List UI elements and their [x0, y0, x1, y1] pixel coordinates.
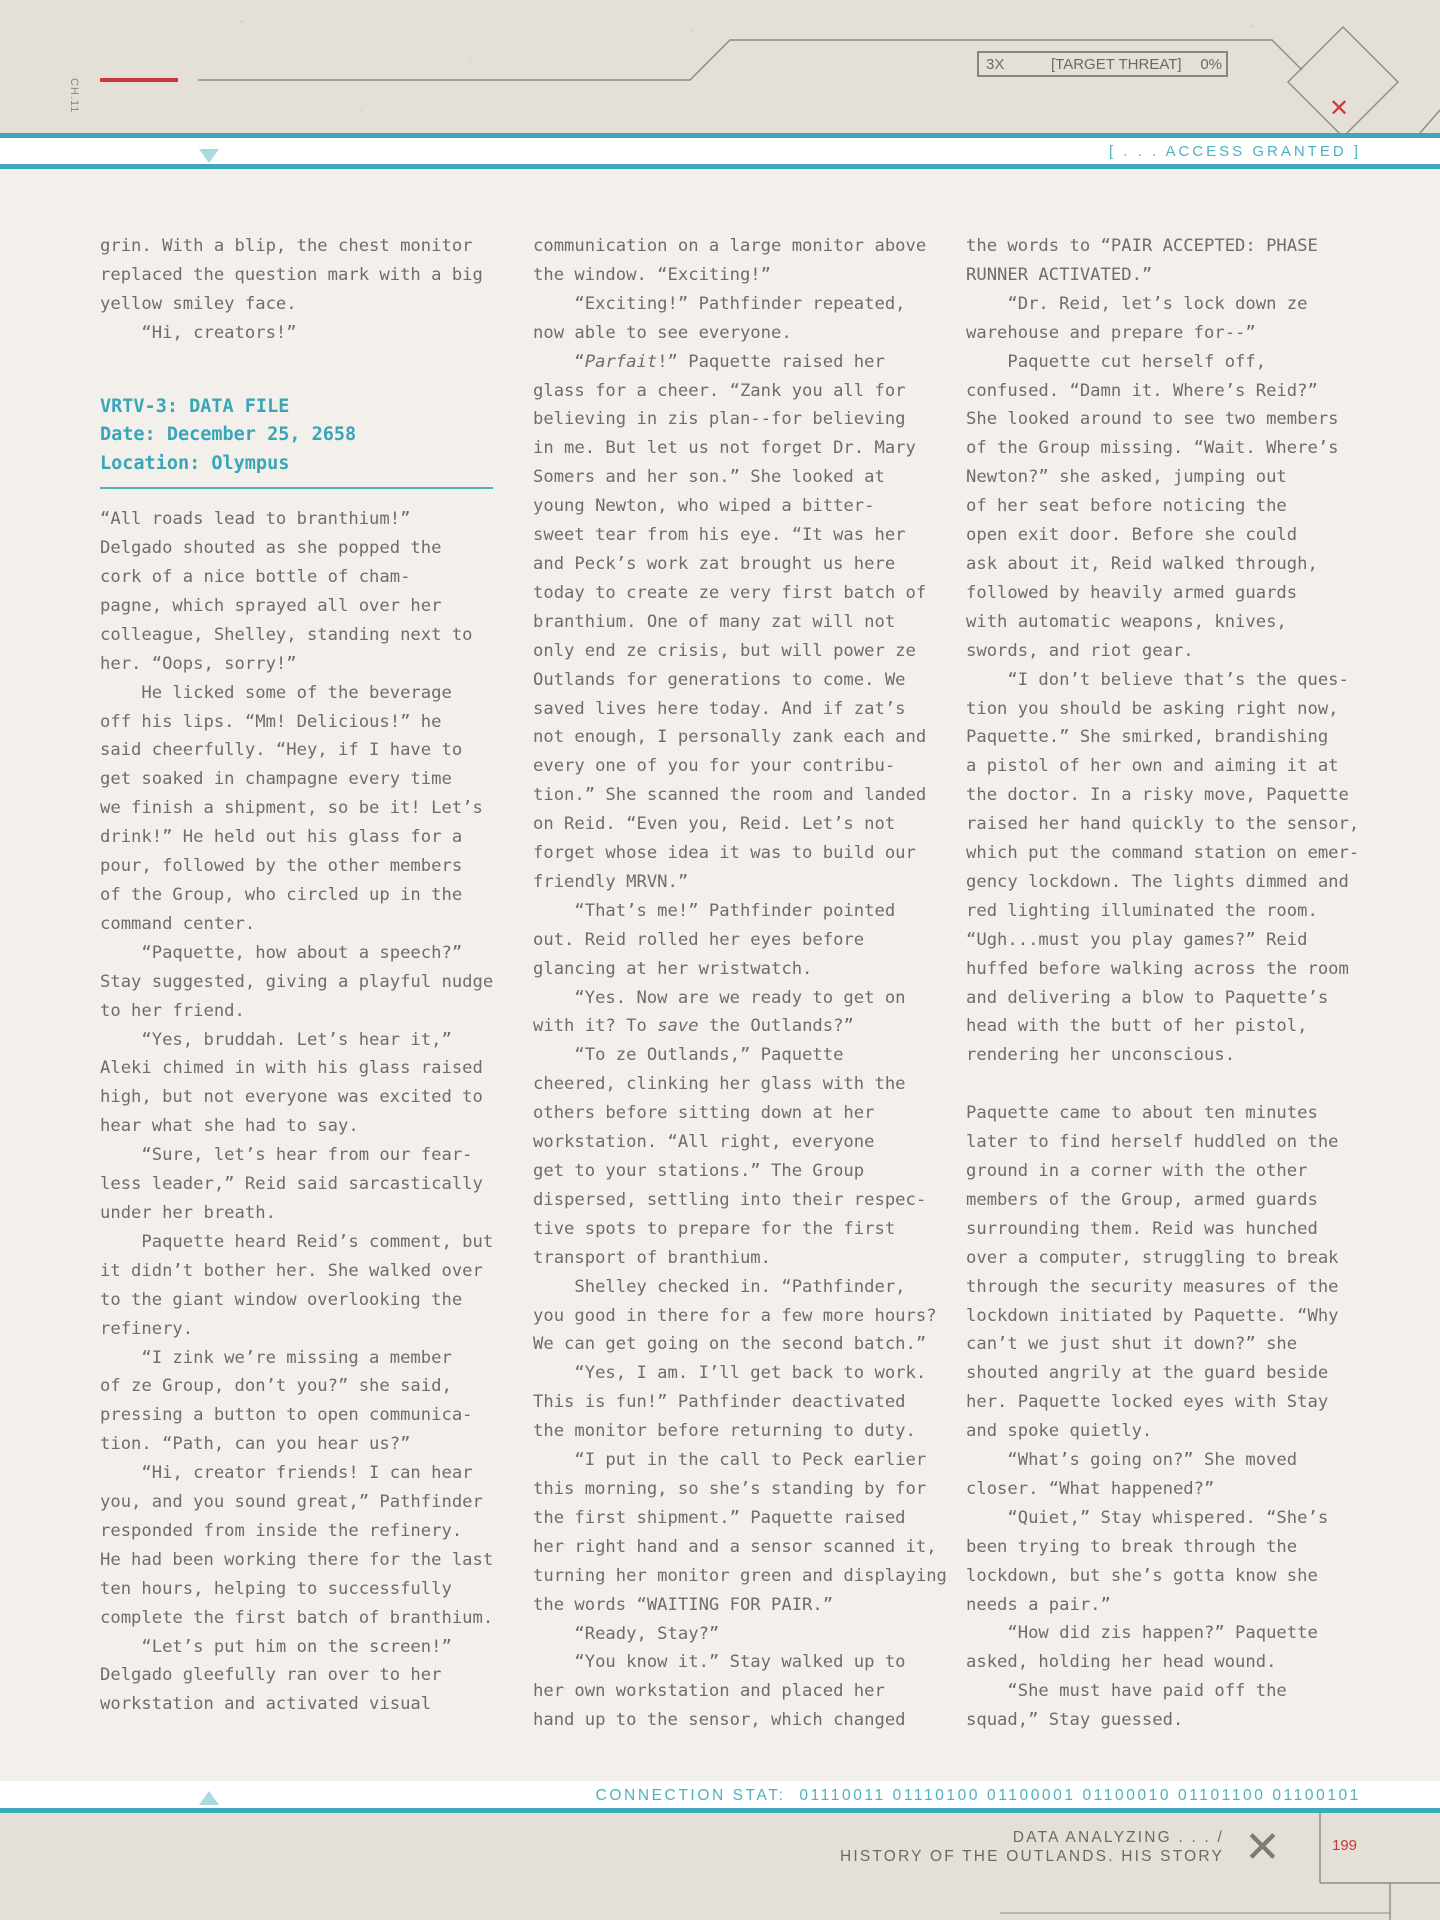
- text-line: This is fun!” Pathfinder deactivated: [533, 1392, 906, 1413]
- triangle-down-icon: [199, 149, 219, 163]
- text-line: hand up to the sensor, which changed: [533, 1710, 906, 1731]
- text-line: said cheerfully. “Hey, if I have to: [100, 740, 463, 761]
- chapter-label: CH.11: [68, 78, 80, 114]
- text-line: swords, and riot gear.: [966, 640, 1194, 661]
- column-2-body-b: [533, 1041, 947, 1735]
- text-line: her own workstation and placed her: [533, 1681, 885, 1702]
- text-line: “Paquette, how about a speech?”: [100, 942, 463, 963]
- triangle-up-icon: [199, 1791, 219, 1805]
- text-line: only end ze crisis, but will power ze: [533, 640, 916, 661]
- text-line: Outlands for generations to come. We: [533, 669, 906, 690]
- text-line: Somers and her son.” She looked at: [533, 467, 885, 488]
- text-line: now able to see everyone.: [533, 322, 792, 343]
- text-line: glancing at her wristwatch.: [533, 958, 813, 979]
- text-line: “Yes, I am. I’ll get back to work.: [533, 1363, 927, 1384]
- text-line: surrounding them. Reid was hunched: [966, 1218, 1318, 1239]
- text-line: responded from inside the refinery.: [100, 1520, 463, 1541]
- text-line: pagne, which sprayed all over her: [100, 595, 442, 616]
- text-line: believing in zis plan--for believing: [533, 409, 906, 430]
- text-line: today to create ze very first batch of: [533, 582, 927, 603]
- text-line: not enough, I personally zank each and: [533, 727, 927, 748]
- text-line: to her friend.: [100, 1000, 245, 1021]
- threat-value: 0%: [1200, 56, 1222, 73]
- column-3-body-a: [966, 232, 1366, 1070]
- text-line: cheered, clinking her glass with the: [533, 1074, 906, 1095]
- text-line: young Newton, who wiped a bitter-: [533, 496, 875, 517]
- text-line: Aleki chimed in with his glass raised: [100, 1058, 483, 1079]
- text-line: you, and you sound great,” Pathfinder: [100, 1492, 483, 1513]
- text-line: workstation. “All right, everyone: [533, 1132, 875, 1153]
- text-line: “Ready, Stay?”: [533, 1623, 720, 1644]
- chapter-red-marker: [100, 78, 178, 82]
- text-line: “Sure, let’s hear from our fear-: [100, 1145, 473, 1166]
- data-file-date: Date: December 25, 2658: [100, 424, 357, 446]
- text-run: !” Paquette raised her: [657, 351, 885, 372]
- text-line: high, but not everyone was excited to: [100, 1087, 483, 1108]
- text-line: a pistol of her own and aiming it at: [966, 756, 1339, 777]
- text-line: “That’s me!” Pathfinder pointed: [533, 900, 896, 921]
- text-line: in me. But let us not forget Dr. Mary: [533, 438, 916, 459]
- text-line: warehouse and prepare for--”: [966, 322, 1256, 343]
- text-line: every one of you for your contribu-: [533, 756, 896, 777]
- text-line: tion.” She scanned the room and landed: [533, 785, 927, 806]
- text-line: lockdown, but she’s gotta know she: [966, 1565, 1318, 1586]
- text-line: and Peck’s work zat brought us here: [533, 553, 896, 574]
- text-line: the first shipment.” Paquette raised: [533, 1507, 906, 1528]
- data-file-header: [100, 393, 493, 490]
- text-line: on Reid. “Even you, Reid. Let’s not: [533, 814, 896, 835]
- text-line: ground in a corner with the other: [966, 1160, 1308, 1181]
- text-line: pour, followed by the other members: [100, 856, 463, 877]
- text-line: yellow smiley face.: [100, 293, 297, 314]
- text-line: it didn’t bother her. She walked over: [100, 1260, 483, 1281]
- text-line: complete the first batch of branthium.: [100, 1607, 494, 1628]
- text-line: forget whose idea it was to build our: [533, 843, 916, 864]
- text-line: through the security measures of the: [966, 1276, 1339, 1297]
- text-line: [533, 348, 933, 377]
- text-line: followed by heavily armed guards: [966, 582, 1298, 603]
- text-line: “Exciting!” Pathfinder repeated,: [533, 293, 906, 314]
- text-line: “Quiet,” Stay whispered. “She’s: [966, 1507, 1329, 1528]
- text-line: glass for a cheer. “Zank you all for: [533, 380, 906, 401]
- threat-label: [TARGET THREAT]: [1051, 56, 1182, 73]
- text-line: gency lockdown. The lights dimmed and: [966, 871, 1349, 892]
- text-line: Paquette came to about ten minutes: [966, 1103, 1318, 1124]
- text-line: She looked around to see two members: [966, 409, 1339, 430]
- text-line: tive spots to prepare for the first: [533, 1218, 896, 1239]
- text-line: “Ugh...must you play games?” Reid: [966, 929, 1308, 950]
- text-line: branthium. One of many zat will not: [533, 611, 896, 632]
- text-column-1: [100, 232, 500, 1719]
- text-line: huffed before walking across the room: [966, 958, 1349, 979]
- text-line: Delgado shouted as she popped the: [100, 538, 442, 559]
- text-line: lockdown initiated by Paquette. “Why: [966, 1305, 1339, 1326]
- page-number: 199: [1332, 1837, 1358, 1854]
- text-line: of her seat before noticing the: [966, 496, 1287, 517]
- text-line: to the giant window overlooking the: [100, 1289, 463, 1310]
- text-line: “What’s going on?” She moved: [966, 1450, 1298, 1471]
- text-line: grin. With a blip, the chest monitor: [100, 236, 473, 256]
- text-line: and delivering a blow to Paquette’s: [966, 987, 1329, 1008]
- text-line: raised her hand quickly to the sensor,: [966, 814, 1360, 835]
- text-line: open exit door. Before she could: [966, 525, 1298, 546]
- column-2-body-a: [533, 377, 933, 1013]
- text-line: “To ze Outlands,” Paquette: [533, 1045, 844, 1066]
- text-line: the doctor. In a risky move, Paquette: [966, 785, 1349, 806]
- text-line: which put the command station on emer-: [966, 843, 1360, 864]
- text-line: rendering her unconscious.: [966, 1045, 1236, 1066]
- access-bar: [0, 133, 1440, 169]
- text-line: “Let’s put him on the screen!”: [100, 1636, 452, 1657]
- text-line: “I zink we’re missing a member: [100, 1347, 452, 1368]
- text-column-2: [533, 232, 947, 1735]
- text-run: with it? To: [533, 1016, 658, 1037]
- text-line: Newton?” she asked, jumping out: [966, 467, 1287, 488]
- text-line: been trying to break through the: [966, 1536, 1298, 1557]
- text-line: get to your stations.” The Group: [533, 1161, 865, 1181]
- text-line: the words to “PAIR ACCEPTED: PHASE: [966, 236, 1318, 256]
- text-line: off his lips. “Mm! Delicious!” he: [100, 711, 442, 732]
- text-line: of the Group missing. “Wait. Where’s: [966, 438, 1339, 459]
- text-line: hear what she had to say.: [100, 1116, 359, 1137]
- text-line: “I don’t believe that’s the ques-: [966, 669, 1349, 690]
- text-line: needs a pair.”: [966, 1594, 1111, 1615]
- data-analyzing-text: DATA ANALYZING . . . /: [1012, 1829, 1224, 1846]
- text-line: turning her monitor green and displaying: [533, 1565, 947, 1586]
- data-file-location: Location: Olympus: [100, 453, 290, 475]
- text-line: we finish a shipment, so be it! Let’s: [100, 798, 483, 819]
- text-line: ask about it, Reid walked through,: [966, 553, 1318, 574]
- text-line: Shelley checked in. “Pathfinder,: [533, 1276, 906, 1297]
- text-line: friendly MRVN.”: [533, 871, 689, 892]
- text-line: squad,” Stay guessed.: [966, 1710, 1184, 1731]
- text-line: head with the butt of her pistol,: [966, 1016, 1308, 1037]
- text-line: later to find herself huddled on the: [966, 1132, 1339, 1153]
- text-line: can’t we just shut it down?” she: [966, 1334, 1298, 1355]
- text-line: you good in there for a few more hours?: [533, 1305, 937, 1326]
- text-line: of the Group, who circled up in the: [100, 885, 463, 906]
- text-line: “She must have paid off the: [966, 1681, 1287, 1702]
- italic-text: Parfait: [584, 351, 658, 372]
- threat-multiplier: 3X: [986, 56, 1005, 73]
- text-line: Paquette.” She smirked, brandishing: [966, 727, 1329, 748]
- column-1-body: [100, 505, 500, 1719]
- text-line: drink!” He held out his glass for a: [100, 827, 463, 848]
- text-line: “Dr. Reid, let’s lock down ze: [966, 293, 1308, 314]
- text-line: the window. “Exciting!”: [533, 264, 771, 285]
- text-line: colleague, Shelley, standing next to: [100, 624, 473, 645]
- text-line: transport of branthium.: [533, 1247, 771, 1268]
- data-file-title: VRTV-3: DATA FILE: [100, 395, 290, 417]
- text-run: the Outlands?”: [698, 1016, 854, 1037]
- text-line: “Yes, bruddah. Let’s hear it,”: [100, 1029, 452, 1050]
- connection-bar: [0, 1781, 1440, 1813]
- text-line: pressing a button to open communica-: [100, 1405, 473, 1426]
- text-line: over a computer, struggling to break: [966, 1247, 1339, 1268]
- text-line: “All roads lead to branthium!”: [100, 509, 411, 530]
- connection-stat-text: CONNECTION STAT: 01110011 01110100 01100001 01100010 01101100 01100101: [595, 1787, 1361, 1804]
- text-line: communication on a large monitor above: [533, 236, 927, 256]
- text-line: Delgado gleefully ran over to her: [100, 1665, 442, 1686]
- text-line: RUNNER ACTIVATED.”: [966, 264, 1153, 285]
- text-line: He had been working there for the last: [100, 1549, 494, 1570]
- text-line: “Yes. Now are we ready to get on: [533, 987, 906, 1008]
- text-line: shouted angrily at the guard beside: [966, 1363, 1329, 1384]
- text-line: “Hi, creator friends! I can hear: [100, 1463, 473, 1484]
- x-logo-icon: ✕: [1244, 1822, 1281, 1873]
- text-line: red lighting illuminated the room.: [966, 900, 1318, 921]
- text-line: replaced the question mark with a big: [100, 264, 483, 285]
- text-line: the words “WAITING FOR PAIR.”: [533, 1594, 834, 1615]
- book-title-text: HISTORY OF THE OUTLANDS. HIS STORY: [839, 1848, 1224, 1865]
- text-line: others before sitting down at her: [533, 1103, 875, 1124]
- text-line: get soaked in champagne every time: [100, 769, 452, 790]
- text-line: out. Reid rolled her eyes before: [533, 929, 865, 950]
- access-granted-text: [ . . . ACCESS GRANTED ]: [1108, 143, 1361, 160]
- text-line: tion. “Path, can you hear us?”: [100, 1434, 411, 1455]
- text-line: her. “Oops, sorry!”: [100, 653, 297, 674]
- text-line: We can get going on the second batch.”: [533, 1334, 927, 1355]
- text-line: of ze Group, don’t you?” she said,: [100, 1376, 452, 1397]
- footer-frame-lines: [0, 1813, 1440, 1920]
- text-line: confused. “Damn it. Where’s Reid?”: [966, 380, 1318, 401]
- text-line: closer. “What happened?”: [966, 1478, 1215, 1499]
- text-line: less leader,” Reid said sarcastically: [100, 1174, 483, 1195]
- target-threat-box: [977, 51, 1228, 77]
- text-line: her. Paquette locked eyes with Stay: [966, 1392, 1329, 1413]
- italic-text: save: [657, 1016, 699, 1037]
- text-line: workstation and activated visual: [100, 1694, 432, 1715]
- text-line: tion you should be asking right now,: [966, 698, 1339, 719]
- text-line: “Hi, creators!”: [100, 322, 297, 343]
- text-column-3: [966, 232, 1366, 1735]
- text-line: “I put in the call to Peck earlier: [533, 1450, 927, 1471]
- text-line: the monitor before returning to duty.: [533, 1421, 916, 1442]
- text-line: her right hand and a sensor scanned it,: [533, 1536, 937, 1557]
- text-line: asked, holding her head wound.: [966, 1652, 1277, 1673]
- text-line: “You know it.” Stay walked up to: [533, 1652, 906, 1673]
- text-line: with automatic weapons, knives,: [966, 611, 1287, 632]
- column-3-body-b: [966, 1099, 1366, 1735]
- text-line: refinery.: [100, 1318, 194, 1339]
- text-line: ten hours, helping to successfully: [100, 1578, 452, 1599]
- text-line: He licked some of the beverage: [100, 682, 452, 703]
- text-line: and spoke quietly.: [966, 1421, 1153, 1442]
- text-line: sweet tear from his eye. “It was her: [533, 525, 906, 546]
- text-line: “How did zis happen?” Paquette: [966, 1623, 1318, 1644]
- text-line: this morning, so she’s standing by for: [533, 1478, 927, 1499]
- text-line: members of the Group, armed guards: [966, 1189, 1318, 1210]
- text-line: Stay suggested, giving a playful nudge: [100, 971, 494, 992]
- close-x-icon: ✕: [1329, 94, 1350, 122]
- text-line: [533, 1012, 933, 1041]
- text-line: under her breath.: [100, 1202, 276, 1223]
- text-run: “: [533, 351, 585, 372]
- text-line: Paquette cut herself off,: [966, 351, 1267, 372]
- text-line: Paquette heard Reid’s comment, but: [100, 1231, 494, 1252]
- text-line: cork of a nice bottle of cham-: [100, 567, 411, 588]
- text-line: saved lives here today. And if zat’s: [533, 698, 906, 719]
- text-line: command center.: [100, 913, 256, 934]
- text-line: dispersed, settling into their respec-: [533, 1189, 927, 1210]
